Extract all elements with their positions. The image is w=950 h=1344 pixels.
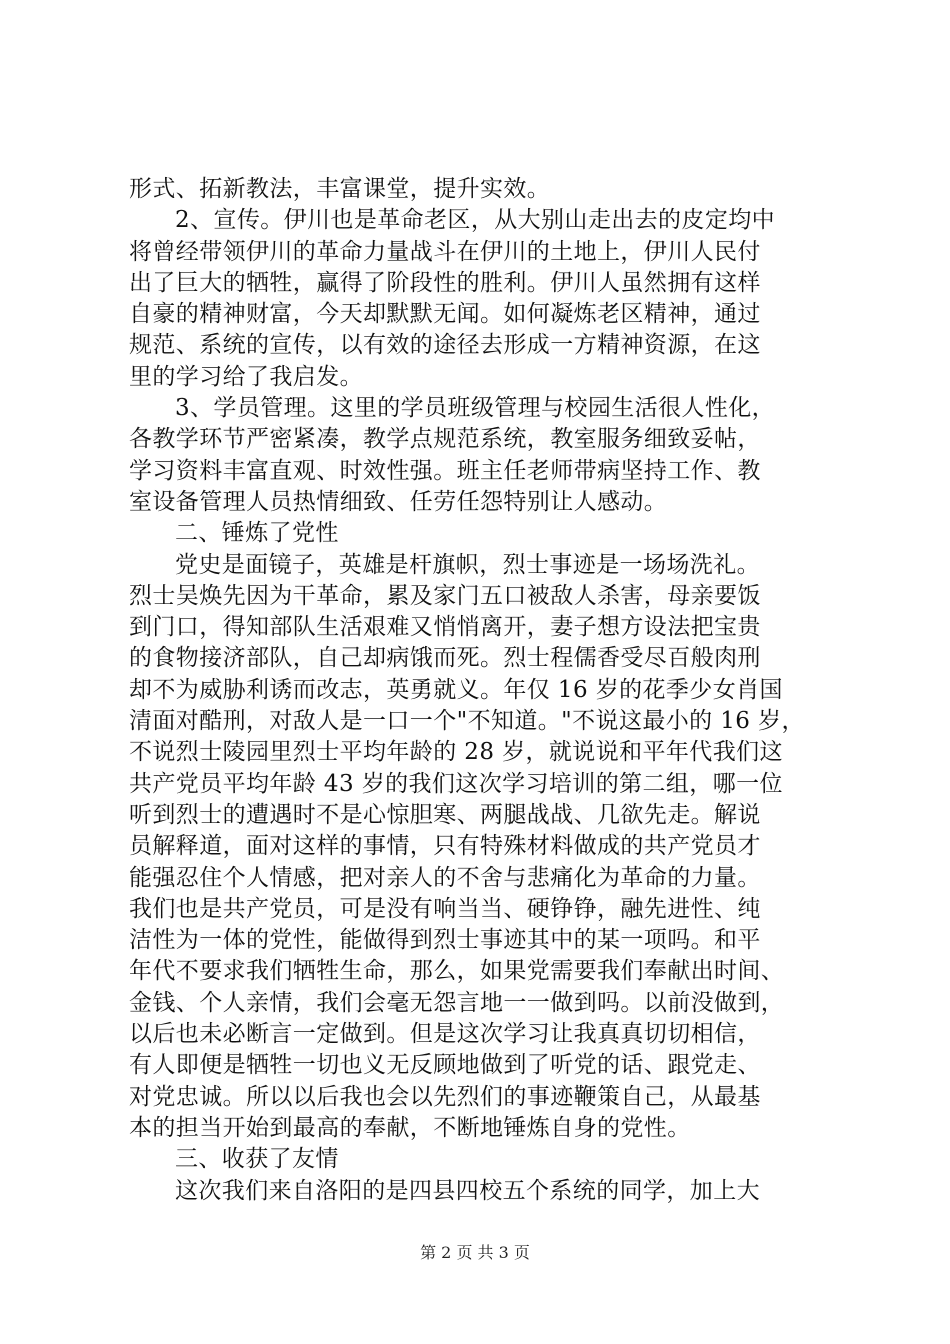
text-line: 对党忠诚。所以以后我也会以先烈们的事迹鞭策自己，从最基 xyxy=(129,1083,761,1110)
text-line: 自豪的精神财富，今天却默默无闻。如何凝炼老区精神，通过 xyxy=(129,301,761,328)
text-line: 室设备管理人员热情细致、任劳任怨特别让人感动。 xyxy=(129,488,668,515)
text-line: 形式、拓新教法，丰富课堂，提升实效。 xyxy=(129,176,551,202)
document-body xyxy=(129,174,829,1207)
text-line: 却不为威胁利诱而改志，英勇就义。年仅 16 岁的花季少女肖国 xyxy=(129,676,783,703)
text-line: 洁性为一体的党性，能做得到烈士事迹其中的某一项吗。和平 xyxy=(129,927,761,954)
text-line: 3、学员管理。这里的学员班级管理与校园生活很人性化， xyxy=(175,395,776,422)
text-line: 共产党员平均年龄 43 岁的我们这次学习培训的第二组，哪一位 xyxy=(129,770,783,797)
text-line: 到门口，得知部队生活艰难又悄悄离开，妻子想方设法把宝贵 xyxy=(129,614,761,641)
text-line: 这次我们来自洛阳的是四县四校五个系统的同学，加上大 xyxy=(175,1177,760,1204)
text-line: 将曾经带领伊川的革命力量战斗在伊川的土地上，伊川人民付 xyxy=(129,238,761,265)
text-line: 学习资料丰富直观、时效性强。班主任老师带病坚持工作、教 xyxy=(129,457,761,484)
text-line: 清面对酷刑，对敌人是一口一个"不知道。"不说这最小的 16 岁， xyxy=(129,708,805,735)
page-footer xyxy=(0,1243,950,1263)
text-line: 烈士吴焕先因为干革命，累及家门五口被敌人杀害，母亲要饭 xyxy=(129,582,761,609)
text-line: 2、宣传。伊川也是革命老区，从大别山走出去的皮定均中 xyxy=(175,207,776,234)
text-line: 规范、系统的宣传，以有效的途径去形成一方精神资源，在这 xyxy=(129,332,761,359)
text-line: 年代不要求我们牺牲生命，那么，如果党需要我们奉献出时间、 xyxy=(129,958,785,985)
text-line: 不说烈士陵园里烈士平均年龄的 28 岁，就说说和平年代我们这 xyxy=(129,739,783,766)
text-line: 出了巨大的牺牲，赢得了阶段性的胜利。伊川人虽然拥有这样 xyxy=(129,269,761,296)
text-line: 员解释道，面对这样的事情，只有特殊材料做成的共产党员才 xyxy=(129,833,761,860)
text-line: 能强忍住个人情感，把对亲人的不舍与悲痛化为革命的力量。 xyxy=(129,864,761,891)
text-line: 各教学环节严密紧凑，教学点规范系统，教室服务细致妥帖， xyxy=(129,426,761,453)
text-line: 的食物接济部队，自己却病饿而死。烈士程儒香受尽百般肉刑 xyxy=(129,645,761,672)
section-heading: 三、收获了友情 xyxy=(175,1146,339,1173)
text-line: 听到烈士的遭遇时不是心惊胆寒、两腿战战、几欲先走。解说 xyxy=(129,801,761,828)
text-line: 里的学习给了我启发。 xyxy=(129,363,363,390)
text-line: 金钱、个人亲情，我们会毫无怨言地一一做到吗。以前没做到， xyxy=(129,989,785,1016)
text-line: 本的担当开始到最高的奉献，不断地锤炼自身的党性。 xyxy=(129,1114,691,1141)
text-line: 有人即便是牺牲一切也义无反顾地做到了听党的话、跟党走、 xyxy=(129,1052,761,1079)
text-line: 我们也是共产党员，可是没有响当当、硬铮铮，融先进性、纯 xyxy=(129,895,761,922)
text-line: 党史是面镜子，英雄是杆旗帜，烈士事迹是一场场洗礼。 xyxy=(175,551,760,578)
page-number: 第 2 页 共 3 页 xyxy=(420,1243,530,1262)
section-heading: 二、锤炼了党性 xyxy=(175,520,339,547)
text-line: 以后也未必断言一定做到。但是这次学习让我真真切切相信， xyxy=(129,1021,761,1048)
